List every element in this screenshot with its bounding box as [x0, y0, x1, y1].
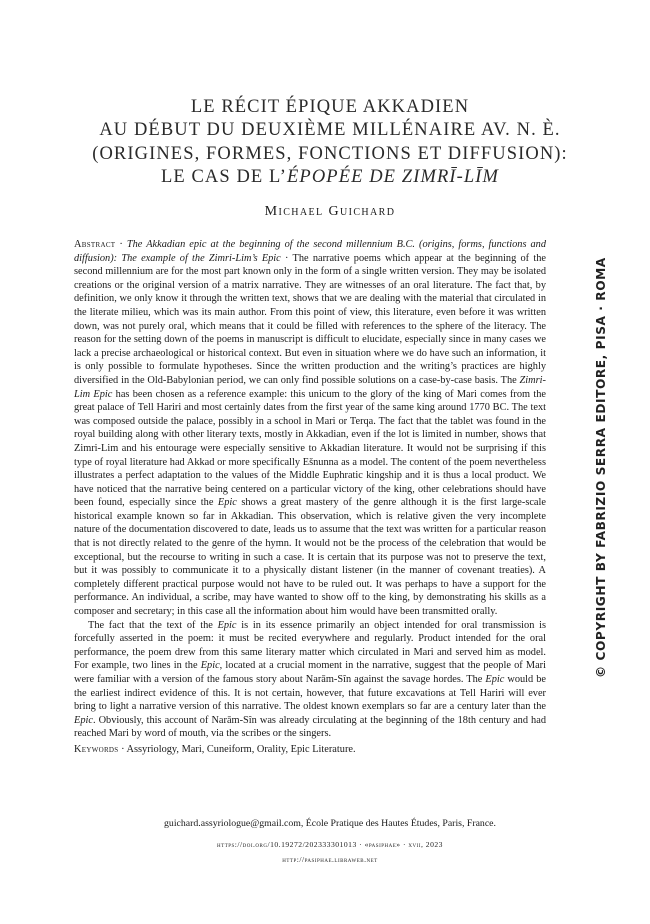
- abstract-paragraph-2: [74, 619, 546, 741]
- abstract-text: The fact that the text of the: [88, 619, 218, 631]
- abstract-separator: ·: [115, 239, 127, 250]
- abstract-text: · The narrative poems which appear at the beginning of the second millennium are for the most part known only in the form of a single written version. They may be isolated creations or the original version of a matrix narrative. They are witnesses of an oral literature. The fact that, by definition, we only know it through the written text, shows that we are dealing with the material that circulated in the literate milieu, which was its main author. From this point of view, this literature, even before it was written down, was not purely oral, which means that it could be filled with references to the sphere of the literacy. The reason for the setting down of the poems in manuscript is difficult to elucidate, especially since in many cases we lack a precise archaeological or historical context. But even in situation where we do have such an information, it is only possible to formulate hypotheses. Since the written production and the writing’s practices are highly diversified in the Old-Babylonian period, we can only find possible solutions on a case-by-case basis. The: [74, 252, 546, 386]
- abstract-text: . Obviously, this account of Narām-Sîn was already circulating at the beginning of the 18th century and had reached Mari by word of mouth, via the scribes or the singers.: [74, 714, 546, 740]
- abstract-text: , located at a crucial moment in the narrative, suggest that the people of Mari were familiar with a version of the famous story about Narām-Sîn against the savage hordes. The: [74, 660, 546, 685]
- author-email-affiliation: guichard.assyriologue@gmail.com, École Pratique des Hautes Études, Paris, France.: [164, 818, 496, 829]
- abstract-emphasis: Epic: [74, 714, 93, 726]
- abstract-emphasis: Zimri-Lim Epic: [74, 374, 546, 400]
- title-line-3: (ORIGINES, FORMES, FONCTIONS ET DIFFUSION):: [92, 143, 568, 164]
- abstract-emphasis: Epic: [217, 497, 237, 509]
- title-line-2: AU DÉBUT DU DEUXIÈME MILLÉNAIRE AV. N. È.: [99, 120, 561, 141]
- abstract-english-title: The Akkadian epic at the beginning of the second millennium B.C. (origins, forms, functions and diffusion): The example of the Zimri-Lim’s Epic: [74, 239, 546, 264]
- abstract-emphasis: Epic: [217, 619, 237, 631]
- title-line-1: LE RÉCIT ÉPIQUE AKKADIEN: [190, 97, 470, 117]
- abstract-text: shows a great mastery of the genre although it is the first large-scale historical example known so far in Akkadian. This observation, which is relative given the very incomplete nature of the documentation discovered to date, leads us to assume that the text was written for a particular reason that is not directly related to the genre of the hymn. It would not be the process of the celebration that would be exceptional, but the recourse to writing in such a case. It is certain that its purpose was not to preserve the text, but it was possibly to communicate it to a physically distant listener (in the manner of covenant treaties). A completely different practical purpose would not have to be ruled out. It was perhaps to have a support for the performance. An individual, a scribe, may have wanted to show off to the king, by demonstrating his skills as a composer and secretary; in this case all the information about him would have been transmitted orally.: [74, 497, 546, 618]
- title-line-4: [40, 166, 620, 189]
- keywords-text: · Assyriology, Mari, Cuneiform, Orality, Epic Literature.: [118, 743, 356, 755]
- title-line-4-prefix: LE CAS DE L’: [160, 167, 288, 188]
- abstract-text: is in its essence primarily an object intended for oral transmission is forcefully asserted in the poem: it must be recited everywhere and regularly. Product intended for the oral performance, the poem drew from this same literary matter which circulated in Mari and served him as model. For example, two lines in the: [74, 619, 546, 672]
- abstract-emphasis: Epic: [200, 660, 220, 672]
- abstract-block: [74, 238, 546, 757]
- copyright-sidebar: © COPYRIGHT BY FABRIZIO SERRA EDITORE, PISA · ROMA: [594, 257, 608, 678]
- article-title: [40, 96, 620, 190]
- title-line-4-italic: ÉPOPÉE DE ZIMRĪ-LĪM: [287, 167, 500, 188]
- abstract-emphasis: Epic: [485, 674, 505, 685]
- journal-website: http://pasiphae.libraweb.net: [282, 855, 378, 864]
- author-name: Michael Guichard: [264, 204, 396, 219]
- abstract-paragraph-1: [74, 238, 546, 619]
- doi-line: https://doi.org/10.19272/202333301013 · «pasiphae» · xvii, 2023: [217, 840, 443, 849]
- keywords: [74, 743, 546, 757]
- keywords-label: Keywords: [74, 743, 119, 755]
- abstract-label: Abstract: [74, 239, 116, 250]
- abstract-text: would be the earliest indirect evidence of this. It is not certain, however, that future excavations at Tell Hariri will ever bring to light a narrative version of this narrative. The oldest known exemplars so far are a century later than the: [74, 674, 546, 713]
- abstract-text: has been chosen as a reference example: this unicum to the glory of the king of Mari comes from the great palace of Tell Hariri and most certainly dates from the first year of the same king around 1770 BC. The text was composed outside the palace, possibly in a school in Mari or Terqa. The fact that the tablet was found in the royal building along with other literary texts, mostly in Akkadian, even if the lot is limited in number, shows that Zimri-Lim and his entourage were especially sensitive to Akkadian literature. It would not be surprising if this type of royal literature had Akkad or more specifically Ešnunna as a model. The content of the poem nevertheless illustrates a perfect adaptation to the values of the Middle Euphratic kingship and it is thus a local product. We have noticed that the narrative being centered on a particular victory of the king, other celebrations should have been found, especially since the: [74, 388, 547, 509]
